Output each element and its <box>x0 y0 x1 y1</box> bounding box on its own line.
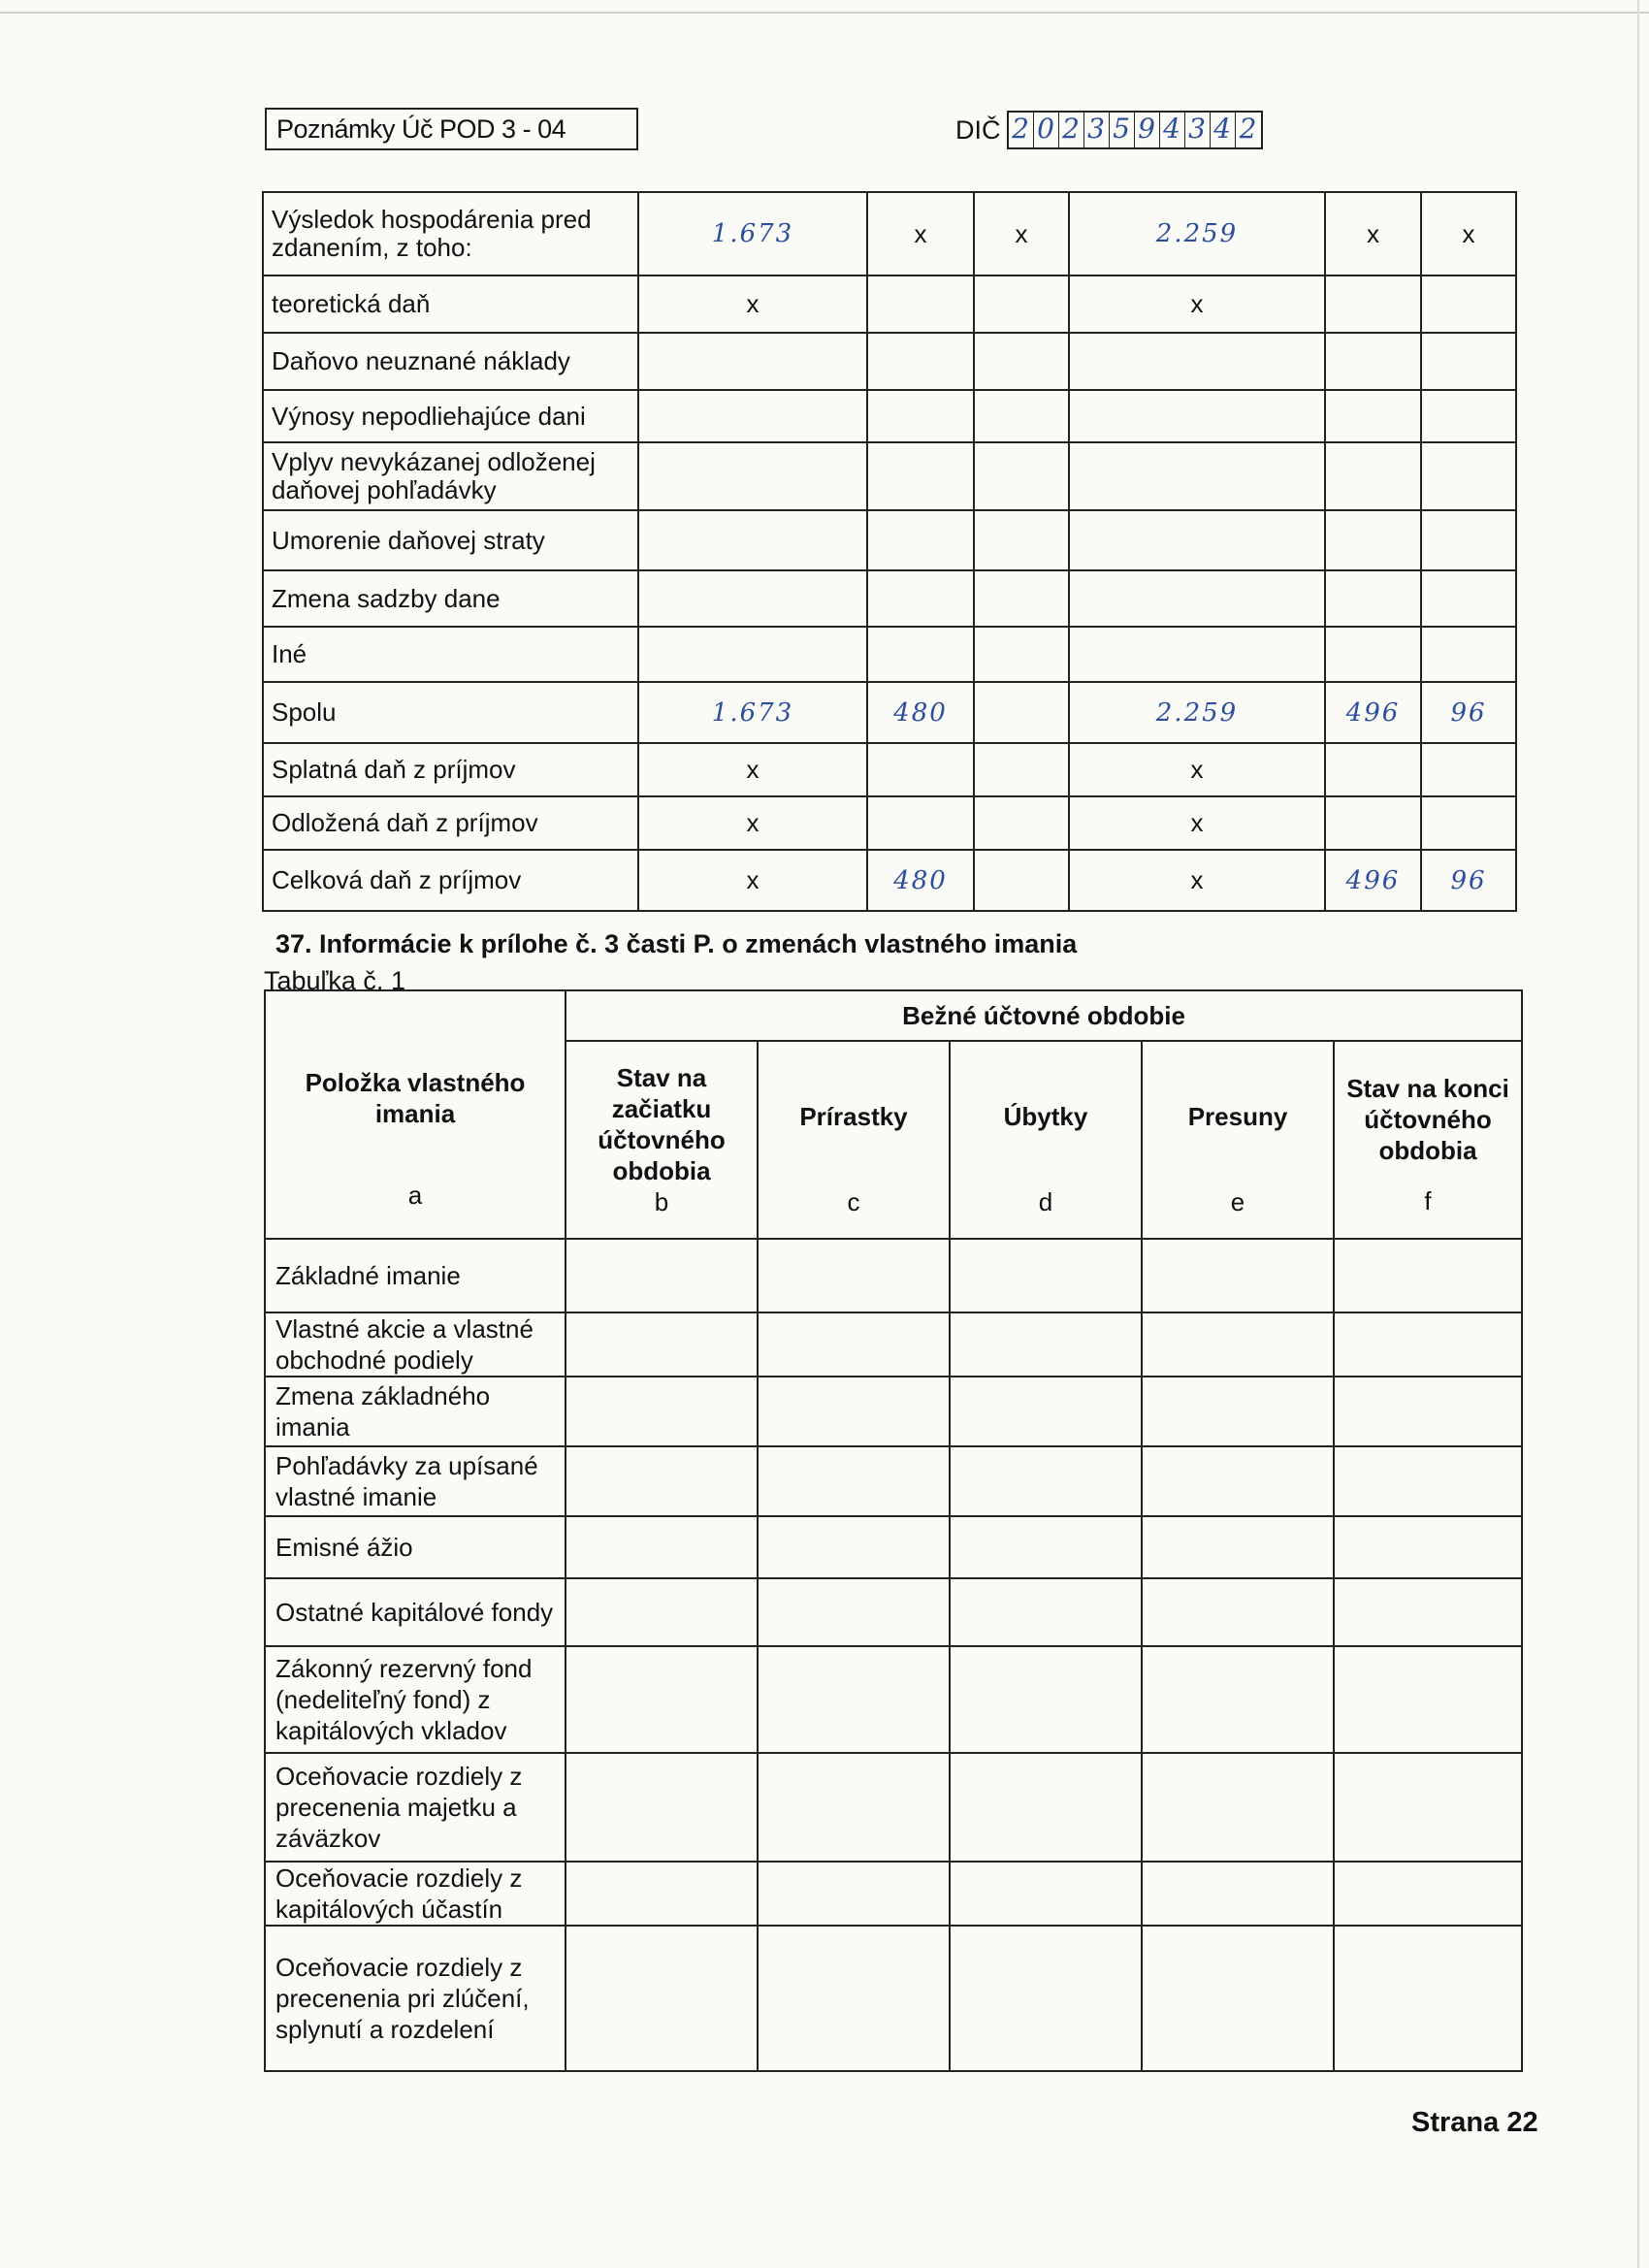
table-row <box>263 333 1516 390</box>
table-cell <box>867 743 974 796</box>
table-caption: Tabuľka č. 1 <box>264 966 405 995</box>
row-label: Výsledok hospodárenia pred zdanením, z toho: <box>263 192 638 275</box>
col-letter-a: a <box>407 1181 423 1210</box>
table-cell <box>566 1578 758 1646</box>
table-cell <box>1421 510 1516 570</box>
table-cell <box>1334 1239 1522 1312</box>
row-label: Zmena základného imania <box>265 1377 566 1446</box>
table-cell <box>1325 743 1421 796</box>
table-cell <box>1334 1312 1522 1377</box>
row-label: Zmena sadzby dane <box>263 570 638 627</box>
page-number: Strana 22 <box>1411 2107 1538 2138</box>
table-cell <box>638 627 867 682</box>
table-cell <box>974 442 1069 510</box>
table-cell <box>758 1926 950 2071</box>
table-cell <box>1421 796 1516 850</box>
table-cell: 1.673 <box>638 192 867 275</box>
equity-changes-table <box>264 989 1523 2072</box>
row-label: Vplyv nevykázanej odloženej daňovej pohľadávky <box>263 442 638 510</box>
table-cell <box>974 627 1069 682</box>
table-cell <box>758 1516 950 1578</box>
table-row <box>263 442 1516 510</box>
table-row <box>265 1312 1522 1377</box>
col-letter-f: f <box>1424 1186 1432 1215</box>
table-cell <box>638 570 867 627</box>
table-cell <box>1069 390 1325 442</box>
table-cell <box>1334 1516 1522 1578</box>
table-cell <box>974 682 1069 743</box>
row-label: Ostatné kapitálové fondy <box>265 1578 566 1646</box>
table-row <box>265 1862 1522 1926</box>
col-letter-e: e <box>1230 1187 1245 1216</box>
col-letter-b: b <box>654 1187 669 1216</box>
table-cell: x <box>1069 850 1325 911</box>
table-cell <box>1069 570 1325 627</box>
table-cell <box>1334 1862 1522 1926</box>
table-cell <box>974 390 1069 442</box>
table-row <box>263 192 1516 275</box>
table-cell <box>867 333 974 390</box>
table-cell: 96 <box>1421 682 1516 743</box>
table-cell <box>1325 275 1421 333</box>
dic-digit: 3 <box>1185 113 1211 147</box>
page-edge <box>0 12 1649 14</box>
table-cell <box>950 1446 1142 1516</box>
table-cell <box>566 1646 758 1753</box>
table-cell <box>867 390 974 442</box>
row-label: Výnosy nepodliehajúce dani <box>263 390 638 442</box>
table-cell: x <box>1325 192 1421 275</box>
table-cell <box>1069 627 1325 682</box>
col-letter-c: c <box>847 1187 860 1216</box>
dic-digit: 9 <box>1135 113 1160 147</box>
table-cell <box>1142 1516 1334 1578</box>
table-cell: 496 <box>1325 682 1421 743</box>
table-cell <box>1325 796 1421 850</box>
table-row <box>265 1446 1522 1516</box>
table-cell <box>1069 442 1325 510</box>
table-cell <box>638 333 867 390</box>
table-row <box>263 390 1516 442</box>
table-cell <box>638 510 867 570</box>
col-header-b <box>566 1041 758 1239</box>
row-label: Celková daň z príjmov <box>263 850 638 911</box>
row-label: teoretická daň <box>263 275 638 333</box>
dic-digit: 2 <box>1059 113 1084 147</box>
table-row <box>263 510 1516 570</box>
col-header-c <box>758 1041 950 1239</box>
table-cell <box>758 1578 950 1646</box>
table-cell <box>1142 1862 1334 1926</box>
table-cell <box>1142 1239 1334 1312</box>
table-cell <box>974 510 1069 570</box>
table-cell <box>1421 442 1516 510</box>
table-cell <box>1325 510 1421 570</box>
table-cell <box>974 275 1069 333</box>
table-cell: x <box>638 743 867 796</box>
table-cell <box>1421 570 1516 627</box>
table-cell <box>1142 1312 1334 1377</box>
table-row <box>263 796 1516 850</box>
col-header-b-text: Stav na začiatku účtovného obdobia <box>598 1063 726 1185</box>
table-cell <box>950 1312 1142 1377</box>
table-row <box>265 1377 1522 1446</box>
table-cell <box>758 1377 950 1446</box>
table-cell <box>974 333 1069 390</box>
dic-digit: 3 <box>1084 113 1110 147</box>
table-cell <box>566 1926 758 2071</box>
col-header-e <box>1142 1041 1334 1239</box>
col-header-f-text: Stav na konci účtovného obdobia <box>1346 1074 1509 1165</box>
table-row <box>265 1926 1522 2071</box>
dic-digit: 2 <box>1009 113 1034 147</box>
table-cell <box>758 1239 950 1312</box>
form-label: Poznámky Úč POD 3 - 04 <box>265 108 638 150</box>
table-cell <box>1069 510 1325 570</box>
table-cell <box>1334 1753 1522 1862</box>
row-label: Vlastné akcie a vlastné obchodné podiely <box>265 1312 566 1377</box>
table-cell <box>1325 627 1421 682</box>
table-cell <box>867 442 974 510</box>
table-cell <box>867 570 974 627</box>
row-label: Pohľadávky za upísané vlastné imanie <box>265 1446 566 1516</box>
dic-digit: 4 <box>1211 113 1236 147</box>
col-letter-d: d <box>1038 1187 1053 1216</box>
table-cell <box>867 796 974 850</box>
table-cell <box>1142 1446 1334 1516</box>
dic-label: DIČ <box>955 115 1001 145</box>
table-row <box>263 850 1516 911</box>
table-cell <box>867 510 974 570</box>
table-cell <box>638 442 867 510</box>
col-header-f <box>1334 1041 1522 1239</box>
table-cell <box>1334 1926 1522 2071</box>
table-cell: 96 <box>1421 850 1516 911</box>
table-cell <box>974 850 1069 911</box>
table-cell <box>566 1239 758 1312</box>
table-row <box>265 1753 1522 1862</box>
col-header-d <box>950 1041 1142 1239</box>
table-cell <box>1142 1753 1334 1862</box>
table-cell <box>950 1646 1142 1753</box>
table-cell <box>1325 570 1421 627</box>
table-cell <box>1421 390 1516 442</box>
table-cell <box>867 275 974 333</box>
table-cell <box>638 390 867 442</box>
table-cell <box>1325 333 1421 390</box>
table-cell <box>566 1446 758 1516</box>
col-header-e-text: Presuny <box>1187 1102 1288 1131</box>
dic-digits <box>1007 111 1263 149</box>
table-cell <box>1069 333 1325 390</box>
table-row <box>263 275 1516 333</box>
tax-reconciliation-table <box>262 191 1517 912</box>
table-row <box>265 1516 1522 1578</box>
table-cell <box>950 1578 1142 1646</box>
page-edge-right <box>1637 0 1639 2268</box>
row-label: Základné imanie <box>265 1239 566 1312</box>
table-cell: 1.673 <box>638 682 867 743</box>
row-label: Umorenie daňovej straty <box>263 510 638 570</box>
table-cell <box>1334 1446 1522 1516</box>
table-cell <box>566 1312 758 1377</box>
table-cell <box>1334 1646 1522 1753</box>
table-cell <box>950 1926 1142 2071</box>
table-cell: x <box>638 796 867 850</box>
table-row <box>265 1646 1522 1753</box>
table-cell <box>974 796 1069 850</box>
table-cell <box>1421 333 1516 390</box>
table-cell <box>1325 442 1421 510</box>
table-cell: 496 <box>1325 850 1421 911</box>
group-header: Bežné účtovné obdobie <box>566 990 1522 1041</box>
table-cell: x <box>1069 796 1325 850</box>
table-cell <box>758 1646 950 1753</box>
col-header-a: Položka vlastného imania <box>305 1068 526 1128</box>
table-cell <box>1142 1377 1334 1446</box>
table-cell <box>950 1377 1142 1446</box>
col-header-c-text: Prírastky <box>799 1102 908 1131</box>
table-cell: x <box>1069 275 1325 333</box>
table-cell <box>566 1753 758 1862</box>
table-cell <box>950 1862 1142 1926</box>
table-cell <box>758 1862 950 1926</box>
dic-digit: 2 <box>1239 113 1257 145</box>
dic-digit: 0 <box>1034 113 1059 147</box>
col-header-d-text: Úbytky <box>1003 1102 1088 1131</box>
dic-field <box>955 109 1263 151</box>
table-cell: 480 <box>867 850 974 911</box>
table-cell <box>1325 390 1421 442</box>
col-header-item <box>265 990 566 1239</box>
table-cell <box>758 1446 950 1516</box>
table-cell <box>758 1312 950 1377</box>
table-cell: x <box>974 192 1069 275</box>
table-row <box>265 1578 1522 1646</box>
section-title: 37. Informácie k prílohe č. 3 časti P. o zmenách vlastného imania <box>275 929 1078 958</box>
table-cell <box>950 1239 1142 1312</box>
table-row <box>263 570 1516 627</box>
table-cell <box>974 570 1069 627</box>
table-cell: 480 <box>867 682 974 743</box>
table-row <box>263 743 1516 796</box>
row-label: Emisné ážio <box>265 1516 566 1578</box>
row-label: Oceňovacie rozdiely z precenenia majetku a záväzkov <box>265 1753 566 1862</box>
table-cell <box>1142 1926 1334 2071</box>
table-cell <box>1421 627 1516 682</box>
row-label: Odložená daň z príjmov <box>263 796 638 850</box>
table-cell <box>758 1753 950 1862</box>
table-cell <box>566 1377 758 1446</box>
table-cell <box>1142 1578 1334 1646</box>
dic-digit: 4 <box>1160 113 1185 147</box>
table-cell <box>566 1862 758 1926</box>
table-cell: x <box>638 850 867 911</box>
table-row <box>265 1239 1522 1312</box>
table-cell <box>566 1516 758 1578</box>
table-cell <box>1334 1377 1522 1446</box>
table-cell <box>950 1753 1142 1862</box>
table-cell <box>867 627 974 682</box>
row-label: Zákonný rezervný fond (nedeliteľný fond) z kapitálových vkladov <box>265 1646 566 1753</box>
table-cell: x <box>1421 192 1516 275</box>
row-label: Iné <box>263 627 638 682</box>
row-label: Oceňovacie rozdiely z kapitálových účastín <box>265 1862 566 1926</box>
row-label: Daňovo neuznané náklady <box>263 333 638 390</box>
table-cell: x <box>867 192 974 275</box>
table-cell <box>974 743 1069 796</box>
dic-digit: 5 <box>1110 113 1135 147</box>
table-cell <box>950 1516 1142 1578</box>
table-row <box>263 627 1516 682</box>
row-label: Splatná daň z príjmov <box>263 743 638 796</box>
table-row <box>263 682 1516 743</box>
table-cell: x <box>638 275 867 333</box>
row-label: Oceňovacie rozdiely z precenenia pri zlúčení, splynutí a rozdelení <box>265 1926 566 2071</box>
table-cell <box>1421 275 1516 333</box>
table-cell: 2.259 <box>1069 682 1325 743</box>
row-label: Spolu <box>263 682 638 743</box>
table-cell <box>1421 743 1516 796</box>
table-cell <box>1334 1578 1522 1646</box>
table-cell <box>1142 1646 1334 1753</box>
table-cell: x <box>1069 743 1325 796</box>
table-cell: 2.259 <box>1069 192 1325 275</box>
